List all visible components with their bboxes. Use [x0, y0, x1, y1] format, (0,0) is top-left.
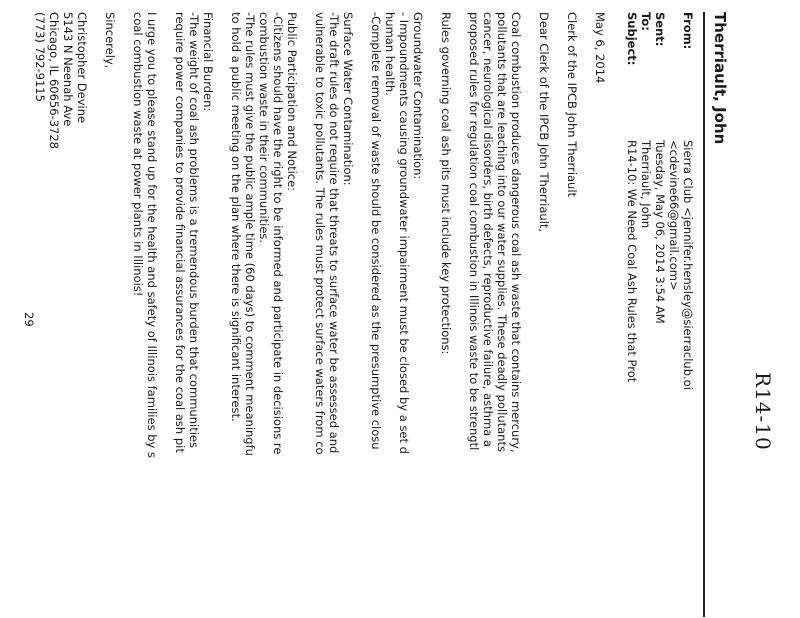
rules-line: Rules governing coal ash pits must include key protections:: [439, 12, 453, 355]
participation-line: to hold a public meeting on the plan where there is significant interest.: [229, 12, 243, 422]
intro-line: proposed rules for regulation coal combustion in Illinois waste to be strengtl: [467, 12, 481, 451]
sent-value: Tuesday, May 06, 2014 3:54 AM: [653, 140, 667, 324]
page-number: 29: [22, 312, 36, 327]
participation-heading: Public Participation and Notice:: [285, 12, 299, 192]
surface-water-line: vulnerable to toxic pollutants. The rules must protect surface waters from co: [313, 12, 327, 455]
groundwater-line: - Impoundments causing groundwater impairment must be closed by a set d: [397, 12, 411, 454]
intro-line: pollutants that are leaching into our water supplies. These deadly pollutants: [495, 12, 509, 452]
letter-date: May 6, 2014: [593, 12, 607, 84]
urge-line: I urge you to please stand up for the health and safety of Illinois families by s: [145, 12, 159, 458]
participation-line: -The rules must give the public ample time (60 days) to comment meaningfu: [243, 12, 257, 456]
sent-label: Sent:: [653, 12, 667, 47]
from-value: Sierra Club <jennifer.hensley@sierraclub.oi: [681, 140, 695, 390]
from-email: <cdevine66@gmail.com>: [667, 140, 681, 291]
subject-label: Subject:: [625, 12, 639, 66]
closing: Sincerely,: [103, 12, 117, 69]
signature-name: Christopher Devine: [75, 12, 89, 124]
letter-salutation: Dear Clerk of the IPCB John Therriault,: [537, 12, 551, 233]
from-label: From:: [681, 12, 695, 50]
urge-line: coal combustion waste at power plants in Illinois!: [131, 12, 145, 297]
to-label: To:: [639, 12, 653, 31]
header-divider: [703, 12, 705, 617]
financial-heading: Financial Burden:: [201, 12, 215, 112]
signature-street: 5143 N Neenah Ave: [61, 12, 75, 127]
to-value: Therriault, John: [639, 140, 653, 229]
intro-line: Coal combustion produces dangerous coal ash waste that contains mercury,: [509, 12, 523, 453]
subject-value: R14-10: We Need Coal Ash Rules that Prot: [625, 140, 639, 383]
sender-name: Therriault, John: [711, 12, 729, 145]
financial-line: require power companies to provide financial assurances for the coal ash pit: [173, 12, 187, 453]
participation-line: combustion waste in their communities.: [257, 12, 271, 244]
surface-water-line: -The draft rules do not require that threats to surface water be assessed and: [327, 12, 341, 454]
signature-phone: (773) 792-9115: [33, 12, 47, 102]
letter-recipient: Clerk of the IPCB John Therriault: [565, 12, 579, 198]
financial-line: -The weight of coal ash problems is a tremendous burden that communities: [187, 12, 201, 448]
participation-line: -Citizens should have the right to be informed and participate in decisions re: [271, 12, 285, 455]
surface-water-heading: Surface Water Contamination:: [341, 12, 355, 186]
signature-city: Chicago, IL 60656-3728: [47, 12, 61, 149]
intro-line: cancer, neurological disorders, birth defects, reproductive failure, asthma a: [481, 12, 495, 447]
groundwater-line: -Complete removal of waste should be considered as the presumptive closu: [369, 12, 383, 450]
docket-stamp: R14-10: [751, 372, 775, 451]
groundwater-heading: Groundwater Contamination:: [411, 12, 425, 180]
groundwater-line: human health.: [383, 12, 397, 96]
